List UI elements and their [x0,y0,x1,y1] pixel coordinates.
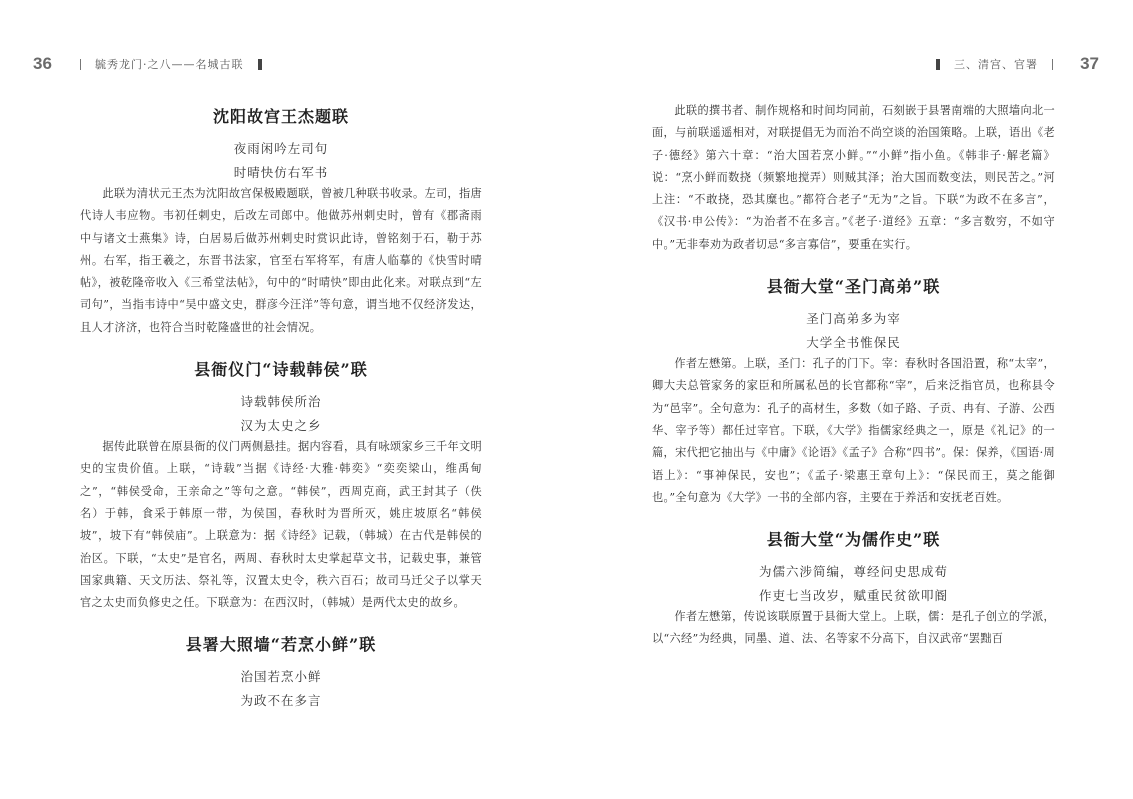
section-shengmen-gaodi [652,274,1055,509]
section-weiru-zuoshi [652,527,1055,651]
couplet-line-1: 治国若烹小鲜 [240,669,322,685]
couplet-line-1: 诗载韩侯所治 [240,394,322,410]
section-body: 作者左懋第。上联，圣门：孔子的门下。宰：春秋时各国沿置，称“太宰”，卿大夫总管家务的家臣和所属私邑的长官都称“宰”，后来泛指官员，也称县令为“邑宰”。全句意为：孔子的高材生，多数（如子路、子贡、冉有、子游、公西华、宰予等）都任过宰官。下联，《大学》指儒家经典之一，原是《礼记》的一篇，宋代把它抽出与《中庸》《论语》《孟子》合称“四书”。保：保养，《国语·周语上》：“事神保民，安也”；《孟子·梁惠王章句上》：“保民而王，莫之能御也。”全句意为《大学》一书的全部内容，主要在于养活和安抚老百姓。 [652,357,1055,504]
section-shenyang-palace [80,104,482,339]
section-title: 县衙仪门“诗载韩侯”联 [194,360,368,380]
section-zhaoqiang-xiaoxian [80,632,482,709]
couplet-line-2: 时晴快仿右军书 [233,165,329,180]
header-divider [80,59,81,70]
continued-body: 此联的撰书者、制作规格和时间均同前，石刻嵌于县署南端的大照墙向北一面，与前联遥遥相对，对联提倡无为而治不尚空谈的治国策略。上联，语出《老子·德经》第六十章：“治大国若烹小鲜。”“小鲜”指小鱼。《韩非子·解老篇》说：“烹小鲜而数挠（频繁地搅弄）则贼其泽；治大国而数变法，则民苦之。”河上注：“不敢挠，恐其糜也。”都符合老子“无为”之旨。下联“为政不在多言”，《汉书·申公传》：“为治者不在多言。”《老子·道经》五章：“多言数穷，不如守中。”无非奉劝为政者切忌“多言寡信”，要重在实行。 [652,104,1055,251]
section-body: 此联为清状元王杰为沈阳故宫保极殿题联，曾被几种联书收录。左司，指唐代诗人韦应物。韦初任剌史，后改左司郎中。他做苏州剌史时，曾有《郡斋雨中与诸文士燕集》诗，白居易后做苏州剌史时赏识此诗，曾铭刻于石，勒于苏州。右军，指王羲之，东晋书法家，官至右军将军，有唐人临摹的《快雪时晴帖》，被乾隆帝收入《三希堂法帖》，句中的“时晴快”即由此化来。对联点到“左司句”，当指韦诗中“吴中盛文史，群彦今汪洋”等句意，谓当地不仅经济发达，且人才济济，也符合当时乾隆盛世的社会情况。 [80,187,482,334]
page-number-right: 37 [1080,54,1099,73]
running-header-right [936,54,1053,74]
header-marker [258,59,262,70]
section-body: 作者左懋第，传说该联原置于县衙大堂上。上联，儒：是孔子创立的学派，以“六经”为经典，同墨、道、法、名等家不分高下，自汉武帝“罢黜百 [652,610,1055,646]
right-page [566,0,1133,799]
couplet-line-2: 汉为太史之乡 [240,418,322,434]
left-page [0,0,566,799]
couplet-line-1: 圣门高弟多为宰 [806,311,901,327]
left-page-content [80,100,482,709]
couplet-line-2: 为政不在多言 [240,693,322,709]
section-title: 县衙大堂“为儒作史”联 [766,530,941,550]
couplet-line-1: 为儒六涉简编，尊经问史思成荀 [758,564,948,580]
couplet-line-2: 作吏七当改岁，赋重民贫欲叩阍 [758,588,948,604]
couplet-line-2: 大学全书惟保民 [806,335,901,351]
running-header-left [80,54,262,74]
right-page-content [652,100,1055,651]
section-title: 县衙大堂“圣门高弟”联 [766,277,941,297]
section-title: 沈阳故宫王杰题联 [212,107,349,126]
running-header-text-left: 毓秀龙门·之八——名城古联 [95,58,244,71]
running-header-text-right: 三、清宫、官署 [954,58,1038,71]
header-divider [1052,59,1053,70]
couplet-line-1: 夜雨闲吟左司句 [233,141,329,156]
page-number-left: 36 [33,54,52,73]
section-body: 据传此联曾在原县衙的仪门两侧悬挂。据内容看，具有咏颂家乡三千年文明史的宝贵价值。上联，“诗载”当据《诗经·大雅·韩奕》“奕奕梁山，维禹甸之”，“韩侯受命，王亲命之”等句之意。“韩侯”，西周克商，武王封其子（佚名）于韩，食采于韩原一带，为侯国，春秋时为晋所灭，姚庄坡原名“韩侯坡”，坡下有“韩侯庙”。上联意为：据《诗经》记载，（韩城）在古代是韩侯的治区。下联，“太史”是官名，两周、春秋时太史掌起草文书，记载史事，兼管国家典籍、天文历法、祭礼等，汉置太史令，秩六百石；故司马迁父子以掌天官之太史而负修史之任。下联意为：在西汉时，（韩城）是两代太史的故乡。 [80,440,482,610]
header-marker [936,59,940,70]
section-yimen-hanhou [80,357,482,614]
section-title: 县署大照墙“若烹小鲜”联 [185,635,377,655]
